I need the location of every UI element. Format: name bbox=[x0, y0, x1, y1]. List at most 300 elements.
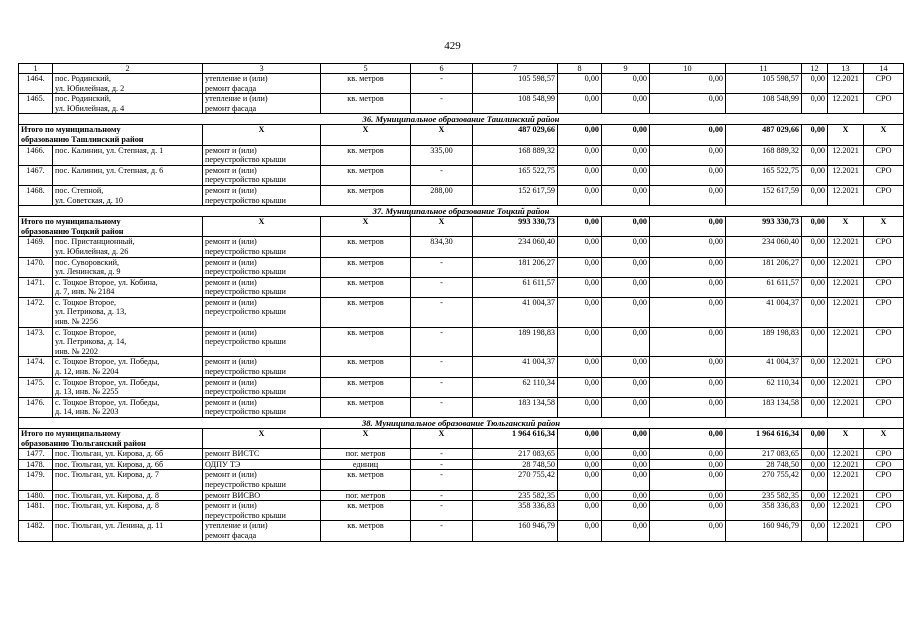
column-number: 1 bbox=[19, 64, 53, 74]
fund-cell: 0,00 bbox=[602, 217, 650, 237]
completion-date-cell: 12.2021 bbox=[828, 297, 864, 327]
table-row bbox=[19, 277, 904, 297]
other-funds-cell: 0,00 bbox=[802, 185, 828, 205]
unit-cell: кв. метров bbox=[321, 501, 411, 521]
owners-funds-cell: 358 336,83 bbox=[726, 501, 802, 521]
fund-cell: 0,00 bbox=[558, 327, 602, 357]
method-cell: СРО bbox=[864, 257, 904, 277]
address-cell: пос. Тюльган, ул. Кирова, д. 6б bbox=[53, 449, 203, 460]
address-cell: пос. Тюльган, ул. Кирова, д. 7 bbox=[53, 470, 203, 490]
completion-date-cell: 12.2021 bbox=[828, 145, 864, 165]
method-cell: СРО bbox=[864, 327, 904, 357]
unit-cell: кв. метров bbox=[321, 377, 411, 397]
total-cost-cell: 28 748,50 bbox=[473, 459, 558, 470]
method-cell: СРО bbox=[864, 185, 904, 205]
quantity-cell: - bbox=[411, 357, 473, 377]
completion-date-cell: 12.2021 bbox=[828, 501, 864, 521]
quantity-cell: - bbox=[411, 470, 473, 490]
completion-date-cell: 12.2021 bbox=[828, 237, 864, 257]
row-number: 1464. bbox=[19, 74, 53, 94]
completion-date-cell: 12.2021 bbox=[828, 257, 864, 277]
address-cell: с. Тоцкое Второе, ул. Победы, д. 13, инв. № 2255 bbox=[53, 377, 203, 397]
work-type-cell: ремонт и (или) переустройство крыши bbox=[203, 470, 321, 490]
quantity-cell: X bbox=[411, 217, 473, 237]
total-cost-cell: 41 004,37 bbox=[473, 297, 558, 327]
row-number: 1472. bbox=[19, 297, 53, 327]
total-cost-cell: 270 755,42 bbox=[473, 470, 558, 490]
quantity-cell: X bbox=[411, 125, 473, 145]
unit-cell: X bbox=[321, 429, 411, 449]
total-row bbox=[19, 125, 904, 145]
section-title: 36. Муниципальное образование Ташлинский район bbox=[19, 114, 904, 125]
quantity-cell: X bbox=[411, 429, 473, 449]
other-funds-cell: 0,00 bbox=[802, 521, 828, 541]
address-cell: с. Тоцкое Второе, ул. Петрикова, д. 14, инв. № 2202 bbox=[53, 327, 203, 357]
work-type-cell: ремонт ВИСТС bbox=[203, 449, 321, 460]
method-cell: СРО bbox=[864, 277, 904, 297]
unit-cell: кв. метров bbox=[321, 397, 411, 417]
column-number: 5 bbox=[321, 64, 411, 74]
total-cost-cell: 181 206,27 bbox=[473, 257, 558, 277]
column-number: 7 bbox=[473, 64, 558, 74]
row-number: 1482. bbox=[19, 521, 53, 541]
fund-cell: 0,00 bbox=[650, 521, 726, 541]
table-row bbox=[19, 357, 904, 377]
work-type-cell: ремонт и (или) переустройство крыши bbox=[203, 501, 321, 521]
completion-date-cell: 12.2021 bbox=[828, 185, 864, 205]
total-cost-cell: 152 617,59 bbox=[473, 185, 558, 205]
fund-cell: 0,00 bbox=[558, 429, 602, 449]
work-type-cell: X bbox=[203, 125, 321, 145]
fund-cell: 0,00 bbox=[602, 449, 650, 460]
other-funds-cell: 0,00 bbox=[802, 125, 828, 145]
completion-date-cell: 12.2021 bbox=[828, 277, 864, 297]
owners-funds-cell: 270 755,42 bbox=[726, 470, 802, 490]
unit-cell: кв. метров bbox=[321, 94, 411, 114]
unit-cell: кв. метров bbox=[321, 357, 411, 377]
work-type-cell: ремонт и (или) переустройство крыши bbox=[203, 165, 321, 185]
method-cell: X bbox=[864, 429, 904, 449]
row-number: 1475. bbox=[19, 377, 53, 397]
fund-cell: 0,00 bbox=[650, 185, 726, 205]
row-number: 1466. bbox=[19, 145, 53, 165]
total-cost-cell: 165 522,75 bbox=[473, 165, 558, 185]
row-number: 1469. bbox=[19, 237, 53, 257]
fund-cell: 0,00 bbox=[558, 145, 602, 165]
fund-cell: 0,00 bbox=[558, 257, 602, 277]
unit-cell: X bbox=[321, 125, 411, 145]
fund-cell: 0,00 bbox=[558, 94, 602, 114]
address-cell: с. Тоцкое Второе, ул. Кобина, д. 7, инв. № 2184 bbox=[53, 277, 203, 297]
owners-funds-cell: 28 748,50 bbox=[726, 459, 802, 470]
work-type-cell: ремонт и (или) переустройство крыши bbox=[203, 145, 321, 165]
fund-cell: 0,00 bbox=[650, 429, 726, 449]
quantity-cell: - bbox=[411, 377, 473, 397]
total-cost-cell: 358 336,83 bbox=[473, 501, 558, 521]
quantity-cell: - bbox=[411, 74, 473, 94]
column-number: 3 bbox=[203, 64, 321, 74]
method-cell: СРО bbox=[864, 145, 904, 165]
fund-cell: 0,00 bbox=[558, 501, 602, 521]
completion-date-cell: 12.2021 bbox=[828, 521, 864, 541]
unit-cell: кв. метров bbox=[321, 327, 411, 357]
table-row bbox=[19, 397, 904, 417]
fund-cell: 0,00 bbox=[650, 449, 726, 460]
address-cell: пос. Калинин, ул. Степная, д. 1 bbox=[53, 145, 203, 165]
fund-cell: 0,00 bbox=[650, 357, 726, 377]
other-funds-cell: 0,00 bbox=[802, 397, 828, 417]
address-cell: пос. Тюльган, ул. Ленина, д. 11 bbox=[53, 521, 203, 541]
owners-funds-cell: 235 582,35 bbox=[726, 490, 802, 501]
table-row bbox=[19, 521, 904, 541]
total-label: Итого по муниципальному образованию Тюльганский район bbox=[19, 429, 203, 449]
total-cost-cell: 108 548,99 bbox=[473, 94, 558, 114]
other-funds-cell: 0,00 bbox=[802, 145, 828, 165]
completion-date-cell: 12.2021 bbox=[828, 449, 864, 460]
work-type-cell: утепление и (или) ремонт фасада bbox=[203, 521, 321, 541]
fund-cell: 0,00 bbox=[650, 165, 726, 185]
method-cell: СРО bbox=[864, 94, 904, 114]
address-cell: с. Тоцкое Второе, ул. Победы, д. 14, инв. № 2203 bbox=[53, 397, 203, 417]
table-row bbox=[19, 165, 904, 185]
work-type-cell: X bbox=[203, 217, 321, 237]
other-funds-cell: 0,00 bbox=[802, 327, 828, 357]
fund-cell: 0,00 bbox=[558, 217, 602, 237]
fund-cell: 0,00 bbox=[650, 217, 726, 237]
method-cell: СРО bbox=[864, 357, 904, 377]
owners-funds-cell: 168 889,32 bbox=[726, 145, 802, 165]
owners-funds-cell: 487 029,66 bbox=[726, 125, 802, 145]
fund-cell: 0,00 bbox=[602, 277, 650, 297]
fund-cell: 0,00 bbox=[602, 429, 650, 449]
address-cell: пос. Тюльган, ул. Кирова, д. 8 bbox=[53, 501, 203, 521]
address-cell: пос. Тюльган, ул. Кирова, д. 6б bbox=[53, 459, 203, 470]
address-cell: пос. Степной, ул. Советская, д. 10 bbox=[53, 185, 203, 205]
fund-cell: 0,00 bbox=[650, 397, 726, 417]
unit-cell: кв. метров bbox=[321, 521, 411, 541]
method-cell: СРО bbox=[864, 237, 904, 257]
total-label: Итого по муниципальному образованию Тоцкий район bbox=[19, 217, 203, 237]
column-number-row bbox=[19, 64, 904, 74]
total-label: Итого по муниципальному образованию Ташлинский район bbox=[19, 125, 203, 145]
unit-cell: кв. метров bbox=[321, 165, 411, 185]
column-number: 8 bbox=[558, 64, 602, 74]
row-number: 1481. bbox=[19, 501, 53, 521]
work-type-cell: ремонт и (или) переустройство крыши bbox=[203, 327, 321, 357]
fund-cell: 0,00 bbox=[650, 377, 726, 397]
method-cell: СРО bbox=[864, 397, 904, 417]
total-cost-cell: 41 004,37 bbox=[473, 357, 558, 377]
completion-date-cell: 12.2021 bbox=[828, 94, 864, 114]
row-number: 1476. bbox=[19, 397, 53, 417]
table-row bbox=[19, 297, 904, 327]
unit-cell: пог. метров bbox=[321, 490, 411, 501]
fund-cell: 0,00 bbox=[602, 377, 650, 397]
completion-date-cell: 12.2021 bbox=[828, 327, 864, 357]
fund-cell: 0,00 bbox=[602, 237, 650, 257]
address-cell: пос. Пристанционный, ул. Юбилейная, д. 26 bbox=[53, 237, 203, 257]
owners-funds-cell: 152 617,59 bbox=[726, 185, 802, 205]
owners-funds-cell: 189 198,83 bbox=[726, 327, 802, 357]
method-cell: СРО bbox=[864, 521, 904, 541]
capital-repair-table bbox=[18, 63, 904, 542]
owners-funds-cell: 1 964 616,34 bbox=[726, 429, 802, 449]
quantity-cell: - bbox=[411, 257, 473, 277]
fund-cell: 0,00 bbox=[602, 145, 650, 165]
other-funds-cell: 0,00 bbox=[802, 217, 828, 237]
fund-cell: 0,00 bbox=[602, 94, 650, 114]
work-type-cell: ремонт и (или) переустройство крыши bbox=[203, 297, 321, 327]
method-cell: СРО bbox=[864, 165, 904, 185]
table-row bbox=[19, 257, 904, 277]
fund-cell: 0,00 bbox=[650, 297, 726, 327]
column-number: 14 bbox=[864, 64, 904, 74]
fund-cell: 0,00 bbox=[650, 277, 726, 297]
fund-cell: 0,00 bbox=[650, 490, 726, 501]
other-funds-cell: 0,00 bbox=[802, 94, 828, 114]
unit-cell: X bbox=[321, 217, 411, 237]
owners-funds-cell: 41 004,37 bbox=[726, 357, 802, 377]
total-cost-cell: 160 946,79 bbox=[473, 521, 558, 541]
method-cell: СРО bbox=[864, 490, 904, 501]
row-number: 1474. bbox=[19, 357, 53, 377]
method-cell: СРО bbox=[864, 470, 904, 490]
fund-cell: 0,00 bbox=[650, 74, 726, 94]
work-type-cell: ремонт и (или) переустройство крыши bbox=[203, 397, 321, 417]
completion-date-cell: 12.2021 bbox=[828, 377, 864, 397]
column-number: 9 bbox=[602, 64, 650, 74]
fund-cell: 0,00 bbox=[558, 165, 602, 185]
address-cell: пос. Тюльган, ул. Кирова, д. 8 bbox=[53, 490, 203, 501]
total-cost-cell: 105 598,57 bbox=[473, 74, 558, 94]
section-header-row bbox=[19, 114, 904, 125]
total-cost-cell: 62 110,34 bbox=[473, 377, 558, 397]
total-cost-cell: 993 330,73 bbox=[473, 217, 558, 237]
table-row bbox=[19, 145, 904, 165]
work-type-cell: ремонт и (или) переустройство крыши bbox=[203, 277, 321, 297]
row-number: 1470. bbox=[19, 257, 53, 277]
owners-funds-cell: 108 548,99 bbox=[726, 94, 802, 114]
method-cell: X bbox=[864, 125, 904, 145]
table-row bbox=[19, 377, 904, 397]
other-funds-cell: 0,00 bbox=[802, 459, 828, 470]
owners-funds-cell: 217 083,65 bbox=[726, 449, 802, 460]
fund-cell: 0,00 bbox=[602, 397, 650, 417]
work-type-cell: ремонт ВИСВО bbox=[203, 490, 321, 501]
total-cost-cell: 183 134,58 bbox=[473, 397, 558, 417]
table-row bbox=[19, 501, 904, 521]
method-cell: СРО bbox=[864, 459, 904, 470]
row-number: 1478. bbox=[19, 459, 53, 470]
fund-cell: 0,00 bbox=[602, 165, 650, 185]
fund-cell: 0,00 bbox=[558, 237, 602, 257]
fund-cell: 0,00 bbox=[558, 277, 602, 297]
owners-funds-cell: 62 110,34 bbox=[726, 377, 802, 397]
fund-cell: 0,00 bbox=[602, 297, 650, 327]
row-number: 1468. bbox=[19, 185, 53, 205]
method-cell: СРО bbox=[864, 74, 904, 94]
fund-cell: 0,00 bbox=[602, 490, 650, 501]
work-type-cell: ремонт и (или) переустройство крыши bbox=[203, 257, 321, 277]
unit-cell: кв. метров bbox=[321, 297, 411, 327]
work-type-cell: ремонт и (или) переустройство крыши bbox=[203, 377, 321, 397]
work-type-cell: ремонт и (или) переустройство крыши bbox=[203, 237, 321, 257]
fund-cell: 0,00 bbox=[650, 501, 726, 521]
other-funds-cell: 0,00 bbox=[802, 490, 828, 501]
table-row bbox=[19, 327, 904, 357]
owners-funds-cell: 993 330,73 bbox=[726, 217, 802, 237]
quantity-cell: 335,00 bbox=[411, 145, 473, 165]
column-number: 10 bbox=[650, 64, 726, 74]
work-type-cell: утепление и (или) ремонт фасада bbox=[203, 74, 321, 94]
table-body bbox=[19, 74, 904, 542]
quantity-cell: - bbox=[411, 297, 473, 327]
total-cost-cell: 189 198,83 bbox=[473, 327, 558, 357]
total-cost-cell: 234 060,40 bbox=[473, 237, 558, 257]
column-number: 6 bbox=[411, 64, 473, 74]
fund-cell: 0,00 bbox=[650, 459, 726, 470]
address-cell: с. Тоцкое Второе, ул. Петрикова, д. 13, инв. № 2256 bbox=[53, 297, 203, 327]
completion-date-cell: 12.2021 bbox=[828, 357, 864, 377]
method-cell: X bbox=[864, 217, 904, 237]
row-number: 1480. bbox=[19, 490, 53, 501]
quantity-cell: - bbox=[411, 94, 473, 114]
fund-cell: 0,00 bbox=[558, 397, 602, 417]
owners-funds-cell: 234 060,40 bbox=[726, 237, 802, 257]
address-cell: пос. Родинский, ул. Юбилейная, д. 4 bbox=[53, 94, 203, 114]
owners-funds-cell: 61 611,57 bbox=[726, 277, 802, 297]
row-number: 1473. bbox=[19, 327, 53, 357]
completion-date-cell: X bbox=[828, 429, 864, 449]
table-row bbox=[19, 490, 904, 501]
unit-cell: кв. метров bbox=[321, 185, 411, 205]
fund-cell: 0,00 bbox=[602, 470, 650, 490]
address-cell: пос. Суворовский, ул. Ленинская, д. 9 bbox=[53, 257, 203, 277]
quantity-cell: 834,30 bbox=[411, 237, 473, 257]
section-title: 38. Муниципальное образование Тюльганский район bbox=[19, 418, 904, 429]
method-cell: СРО bbox=[864, 501, 904, 521]
table-row bbox=[19, 94, 904, 114]
fund-cell: 0,00 bbox=[558, 490, 602, 501]
method-cell: СРО bbox=[864, 377, 904, 397]
owners-funds-cell: 181 206,27 bbox=[726, 257, 802, 277]
completion-date-cell: 12.2021 bbox=[828, 490, 864, 501]
unit-cell: кв. метров bbox=[321, 237, 411, 257]
completion-date-cell: 12.2021 bbox=[828, 459, 864, 470]
other-funds-cell: 0,00 bbox=[802, 74, 828, 94]
page-number: 429 bbox=[444, 40, 461, 52]
other-funds-cell: 0,00 bbox=[802, 377, 828, 397]
table-row bbox=[19, 74, 904, 94]
fund-cell: 0,00 bbox=[558, 125, 602, 145]
fund-cell: 0,00 bbox=[650, 327, 726, 357]
fund-cell: 0,00 bbox=[602, 125, 650, 145]
other-funds-cell: 0,00 bbox=[802, 237, 828, 257]
fund-cell: 0,00 bbox=[602, 74, 650, 94]
section-title: 37. Муниципальное образование Тоцкий район bbox=[19, 206, 904, 217]
quantity-cell: - bbox=[411, 397, 473, 417]
total-cost-cell: 61 611,57 bbox=[473, 277, 558, 297]
work-type-cell: утепление и (или) ремонт фасада bbox=[203, 94, 321, 114]
work-type-cell: ОДПУ ТЭ bbox=[203, 459, 321, 470]
unit-cell: единиц bbox=[321, 459, 411, 470]
work-type-cell: ремонт и (или) переустройство крыши bbox=[203, 357, 321, 377]
completion-date-cell: X bbox=[828, 217, 864, 237]
method-cell: СРО bbox=[864, 449, 904, 460]
fund-cell: 0,00 bbox=[602, 521, 650, 541]
quantity-cell: - bbox=[411, 449, 473, 460]
total-row bbox=[19, 217, 904, 237]
unit-cell: кв. метров bbox=[321, 277, 411, 297]
fund-cell: 0,00 bbox=[602, 185, 650, 205]
address-cell: с. Тоцкое Второе, ул. Победы, д. 12, инв. № 2204 bbox=[53, 357, 203, 377]
fund-cell: 0,00 bbox=[558, 297, 602, 327]
total-cost-cell: 487 029,66 bbox=[473, 125, 558, 145]
other-funds-cell: 0,00 bbox=[802, 257, 828, 277]
other-funds-cell: 0,00 bbox=[802, 357, 828, 377]
quantity-cell: 288,00 bbox=[411, 185, 473, 205]
completion-date-cell: X bbox=[828, 125, 864, 145]
quantity-cell: - bbox=[411, 521, 473, 541]
fund-cell: 0,00 bbox=[558, 459, 602, 470]
fund-cell: 0,00 bbox=[558, 521, 602, 541]
other-funds-cell: 0,00 bbox=[802, 429, 828, 449]
other-funds-cell: 0,00 bbox=[802, 297, 828, 327]
row-number: 1479. bbox=[19, 470, 53, 490]
column-number: 13 bbox=[828, 64, 864, 74]
fund-cell: 0,00 bbox=[650, 94, 726, 114]
work-type-cell: ремонт и (или) переустройство крыши bbox=[203, 185, 321, 205]
address-cell: пос. Родинский, ул. Юбилейная, д. 2 bbox=[53, 74, 203, 94]
fund-cell: 0,00 bbox=[602, 327, 650, 357]
quantity-cell: - bbox=[411, 165, 473, 185]
other-funds-cell: 0,00 bbox=[802, 470, 828, 490]
owners-funds-cell: 160 946,79 bbox=[726, 521, 802, 541]
quantity-cell: - bbox=[411, 327, 473, 357]
unit-cell: кв. метров bbox=[321, 145, 411, 165]
owners-funds-cell: 183 134,58 bbox=[726, 397, 802, 417]
unit-cell: кв. метров bbox=[321, 470, 411, 490]
unit-cell: кв. метров bbox=[321, 257, 411, 277]
table-row bbox=[19, 237, 904, 257]
fund-cell: 0,00 bbox=[558, 449, 602, 460]
total-cost-cell: 168 889,32 bbox=[473, 145, 558, 165]
completion-date-cell: 12.2021 bbox=[828, 470, 864, 490]
other-funds-cell: 0,00 bbox=[802, 165, 828, 185]
completion-date-cell: 12.2021 bbox=[828, 165, 864, 185]
unit-cell: кв. метров bbox=[321, 74, 411, 94]
fund-cell: 0,00 bbox=[558, 470, 602, 490]
fund-cell: 0,00 bbox=[602, 501, 650, 521]
fund-cell: 0,00 bbox=[558, 185, 602, 205]
table-row bbox=[19, 459, 904, 470]
fund-cell: 0,00 bbox=[650, 470, 726, 490]
row-number: 1465. bbox=[19, 94, 53, 114]
row-number: 1467. bbox=[19, 165, 53, 185]
other-funds-cell: 0,00 bbox=[802, 449, 828, 460]
table-row bbox=[19, 449, 904, 460]
owners-funds-cell: 41 004,37 bbox=[726, 297, 802, 327]
fund-cell: 0,00 bbox=[558, 74, 602, 94]
fund-cell: 0,00 bbox=[558, 377, 602, 397]
section-header-row bbox=[19, 206, 904, 217]
row-number: 1477. bbox=[19, 449, 53, 460]
completion-date-cell: 12.2021 bbox=[828, 397, 864, 417]
total-cost-cell: 217 083,65 bbox=[473, 449, 558, 460]
completion-date-cell: 12.2021 bbox=[828, 74, 864, 94]
table-row bbox=[19, 470, 904, 490]
work-type-cell: X bbox=[203, 429, 321, 449]
